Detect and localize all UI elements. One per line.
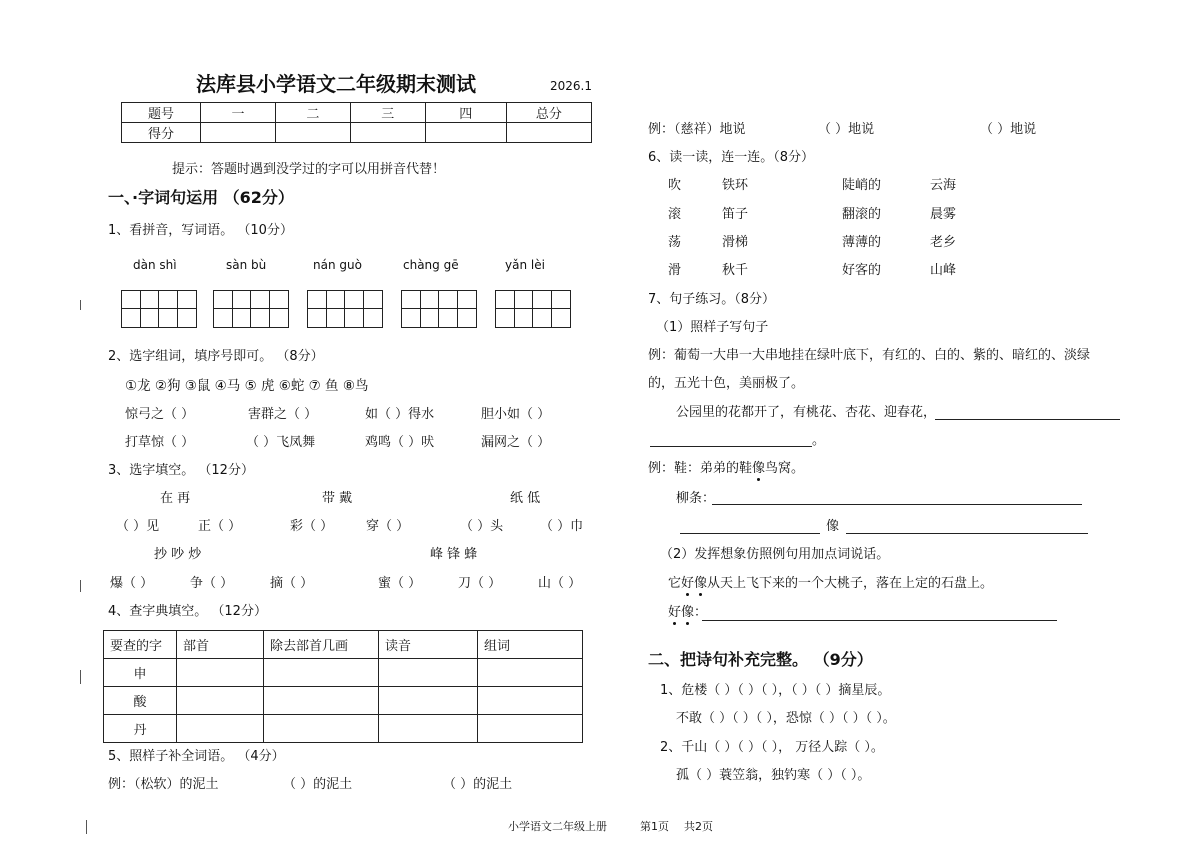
phrase-blank[interactable]: （ ）的泥土 — [443, 777, 513, 792]
dict-char: 申 — [104, 659, 177, 687]
binding-margin-line — [86, 820, 87, 834]
dict-cell[interactable] — [379, 687, 478, 715]
emphasis-dot-char: 像 — [752, 461, 766, 476]
dict-char: 酸 — [104, 687, 177, 715]
sentence-prompt — [668, 606, 707, 619]
idiom-blank[interactable]: 如（ ）得水 — [365, 407, 435, 422]
pinyin-label: nán guò — [313, 258, 362, 272]
pinyin-label: sàn bù — [226, 258, 267, 272]
answer-line[interactable] — [680, 533, 820, 534]
dictionary-table — [103, 630, 583, 743]
answer-line[interactable] — [712, 504, 1082, 505]
match-word[interactable]: 晨雾 — [930, 207, 957, 222]
answer-line[interactable] — [846, 533, 1088, 534]
char-choice-group: 抄 吵 炒 — [154, 547, 202, 562]
character-writing-grid[interactable] — [307, 290, 383, 328]
match-word[interactable]: 滑 — [668, 263, 682, 278]
score-cell[interactable] — [201, 123, 276, 143]
binding-margin-line — [80, 300, 81, 310]
score-header-cell: 三 — [350, 103, 425, 123]
match-word[interactable]: 薄薄的 — [842, 235, 882, 250]
poem-line[interactable]: 孤（ ）蓑笠翁，独钓寒（ ）（ ）。 — [676, 768, 871, 783]
fill-blank[interactable]: 正（ ） — [198, 519, 242, 534]
fill-blank[interactable]: 彩（ ） — [290, 519, 334, 534]
sentence-prompt: 柳条： — [676, 491, 716, 506]
q5-example: 例：（松软）的泥土 — [108, 777, 219, 792]
q2-title: 2、选字组词，填序号即可。 （8分） — [108, 349, 324, 364]
character-writing-grid[interactable] — [121, 290, 197, 328]
char-choice-group: 带 戴 — [322, 491, 353, 506]
idiom-blank[interactable]: 惊弓之（ ） — [125, 407, 195, 422]
dict-cell[interactable] — [177, 715, 264, 743]
footer-total: 共2页 — [684, 820, 713, 833]
page-title: 法库县小学语文二年级期末测试 — [196, 72, 476, 96]
poem-line[interactable]: 不敢（ ）（ ）（ ），恐惊（ ）（ ）（ ）。 — [676, 711, 896, 726]
score-header-cell: 总分 — [506, 103, 591, 123]
fill-blank[interactable]: 摘（ ） — [270, 576, 314, 591]
phrase-blank[interactable]: （ ）的泥土 — [283, 777, 353, 792]
example-sentence-text: 它 — [668, 576, 682, 591]
fill-blank[interactable]: （ ）巾 — [540, 519, 584, 534]
example-sentence — [648, 462, 804, 475]
example-sentence-text: 例：鞋：弟弟的鞋 — [648, 461, 753, 476]
example-sentence: 例：葡萄一大串一大串地挂在绿叶底下，有红的、白的、紫的、暗红的、淡绿 — [648, 348, 1091, 363]
idiom-blank[interactable]: 胆小如（ ） — [481, 407, 551, 422]
example-sentence-text: 从天上飞下来的一个大桃子，落在上定的石盘上。 — [707, 576, 994, 591]
emphasis-dot-char: 好 — [668, 605, 682, 620]
match-word[interactable]: 云海 — [930, 178, 957, 193]
match-word[interactable]: 山峰 — [930, 263, 957, 278]
phrase-blank[interactable]: （ ）地说 — [818, 122, 875, 137]
dict-cell[interactable] — [379, 659, 478, 687]
section2-title: 二、把诗句补充完整。 （9分） — [648, 650, 873, 669]
exam-date: 2026.1 — [550, 79, 592, 93]
match-word[interactable]: 翻滚的 — [842, 207, 882, 222]
match-word[interactable]: 秋千 — [722, 263, 749, 278]
score-cell[interactable] — [350, 123, 425, 143]
dict-char: 丹 — [104, 715, 177, 743]
dict-cell[interactable] — [177, 687, 264, 715]
char-choice-group: 在 再 — [160, 491, 191, 506]
section1-title: 一、·字词句运用 （62分） — [108, 188, 294, 207]
emphasis-dot-char: 像 — [694, 576, 708, 591]
dict-cell[interactable] — [478, 715, 583, 743]
fill-blank[interactable]: 刀（ ） — [458, 576, 502, 591]
example-sentence-text: 鸟窝。 — [765, 461, 805, 476]
idiom-blank[interactable]: 害群之（ ） — [248, 407, 318, 422]
match-word[interactable]: 好客的 — [842, 263, 882, 278]
dict-header: 部首 — [177, 631, 264, 659]
answer-line[interactable] — [650, 446, 812, 447]
dict-header: 组词 — [478, 631, 583, 659]
char-choice-group: 纸 低 — [510, 491, 541, 506]
character-writing-grid[interactable] — [495, 290, 571, 328]
score-table — [121, 102, 592, 143]
sentence-prompt: 像 — [826, 519, 840, 534]
binding-margin-line — [80, 580, 81, 592]
idiom-blank[interactable]: 打草惊（ ） — [125, 435, 195, 450]
emphasis-dot-char: 像 — [681, 605, 695, 620]
dict-cell[interactable] — [264, 687, 379, 715]
score-header-cell: 二 — [275, 103, 350, 123]
q3-title: 3、选字填空。 （12分） — [108, 463, 254, 478]
q5-example-cont: 例：（慈祥）地说 — [648, 122, 746, 137]
fill-blank[interactable]: 山（ ） — [538, 576, 582, 591]
match-word[interactable]: 老乡 — [930, 235, 957, 250]
answer-line[interactable] — [935, 419, 1120, 420]
character-writing-grid[interactable] — [401, 290, 477, 328]
q6-title: 6、读一读，连一连。（8分） — [648, 150, 815, 165]
footer-book: 小学语文二年级上册 — [508, 820, 607, 833]
pinyin-label: chàng gē — [403, 258, 459, 272]
sentence-prompt: 公园里的花都开了，有桃花、杏花、迎春花， — [676, 405, 937, 420]
fill-blank[interactable]: 争（ ） — [190, 576, 234, 591]
colon: ： — [694, 605, 708, 620]
example-sentence — [668, 577, 993, 590]
q7-title: 7、句子练习。（8分） — [648, 292, 776, 307]
score-header-cell: 一 — [201, 103, 276, 123]
fill-blank[interactable]: 蜜（ ） — [378, 576, 422, 591]
match-word[interactable]: 滚 — [668, 207, 682, 222]
dict-cell[interactable] — [379, 715, 478, 743]
score-row-label: 得分 — [122, 123, 201, 143]
score-header-cell: 题号 — [122, 103, 201, 123]
match-word[interactable]: 荡 — [668, 235, 682, 250]
poem-line[interactable]: 2、千山（ ）（ ）（ ）， 万径人踪（ ）。 — [660, 740, 884, 755]
answer-line[interactable] — [702, 620, 1057, 621]
idiom-blank[interactable]: 鸡鸣（ ）吠 — [365, 435, 435, 450]
dict-cell[interactable] — [478, 687, 583, 715]
footer-page: 第1页 — [640, 820, 669, 833]
char-choice-group: 峰 锋 蜂 — [430, 547, 478, 562]
match-word[interactable]: 陡峭的 — [842, 178, 882, 193]
dict-cell[interactable] — [177, 659, 264, 687]
phrase-blank[interactable]: （ ）地说 — [980, 122, 1037, 137]
poem-line[interactable]: 1、危楼（ ）（ ）（ ），（ ）（ ）摘星辰。 — [660, 683, 891, 698]
emphasis-dot-char: 好 — [681, 576, 695, 591]
q2-options: ①龙 ②狗 ③鼠 ④马 ⑤ 虎 ⑥蛇 ⑦ 鱼 ⑧鸟 — [125, 378, 369, 394]
fill-blank[interactable]: （ ）见 — [116, 519, 160, 534]
binding-margin-line — [80, 670, 81, 684]
period: 。 — [812, 433, 826, 448]
dict-cell[interactable] — [478, 659, 583, 687]
q7-sub1: （1）照样子写句子 — [656, 320, 769, 335]
pinyin-label: yǎn lèi — [505, 258, 545, 272]
dict-header: 除去部首几画 — [264, 631, 379, 659]
example-sentence: 的，五光十色，美丽极了。 — [648, 376, 805, 391]
q4-title: 4、查字典填空。 （12分） — [108, 604, 267, 619]
score-cell[interactable] — [506, 123, 591, 143]
character-writing-grid[interactable] — [213, 290, 289, 328]
score-cell[interactable] — [425, 123, 506, 143]
dict-cell[interactable] — [264, 715, 379, 743]
fill-blank[interactable]: 穿（ ） — [366, 519, 410, 534]
match-word[interactable]: 笛子 — [722, 207, 749, 222]
match-word[interactable]: 滑梯 — [722, 235, 749, 250]
score-cell[interactable] — [275, 123, 350, 143]
q1-title: 1、看拼音，写词语。 （10分） — [108, 223, 293, 238]
q5-title: 5、照样子补全词语。 （4分） — [108, 749, 285, 764]
fill-blank[interactable]: （ ）头 — [460, 519, 504, 534]
dict-header: 读音 — [379, 631, 478, 659]
pinyin-label: dàn shì — [133, 258, 177, 272]
dict-header: 要查的字 — [104, 631, 177, 659]
q7-sub2: （2）发挥想象仿照例句用加点词说话。 — [660, 547, 890, 562]
idiom-blank[interactable]: （ ）飞凤舞 — [246, 435, 316, 450]
hint-text: 提示：答题时遇到没学过的字可以用拼音代替！ — [172, 162, 446, 177]
idiom-blank[interactable]: 漏网之（ ） — [481, 435, 551, 450]
score-header-cell: 四 — [425, 103, 506, 123]
fill-blank[interactable]: 爆（ ） — [110, 576, 154, 591]
match-word[interactable]: 铁环 — [722, 178, 749, 193]
match-word[interactable]: 吹 — [668, 178, 682, 193]
dict-cell[interactable] — [264, 659, 379, 687]
